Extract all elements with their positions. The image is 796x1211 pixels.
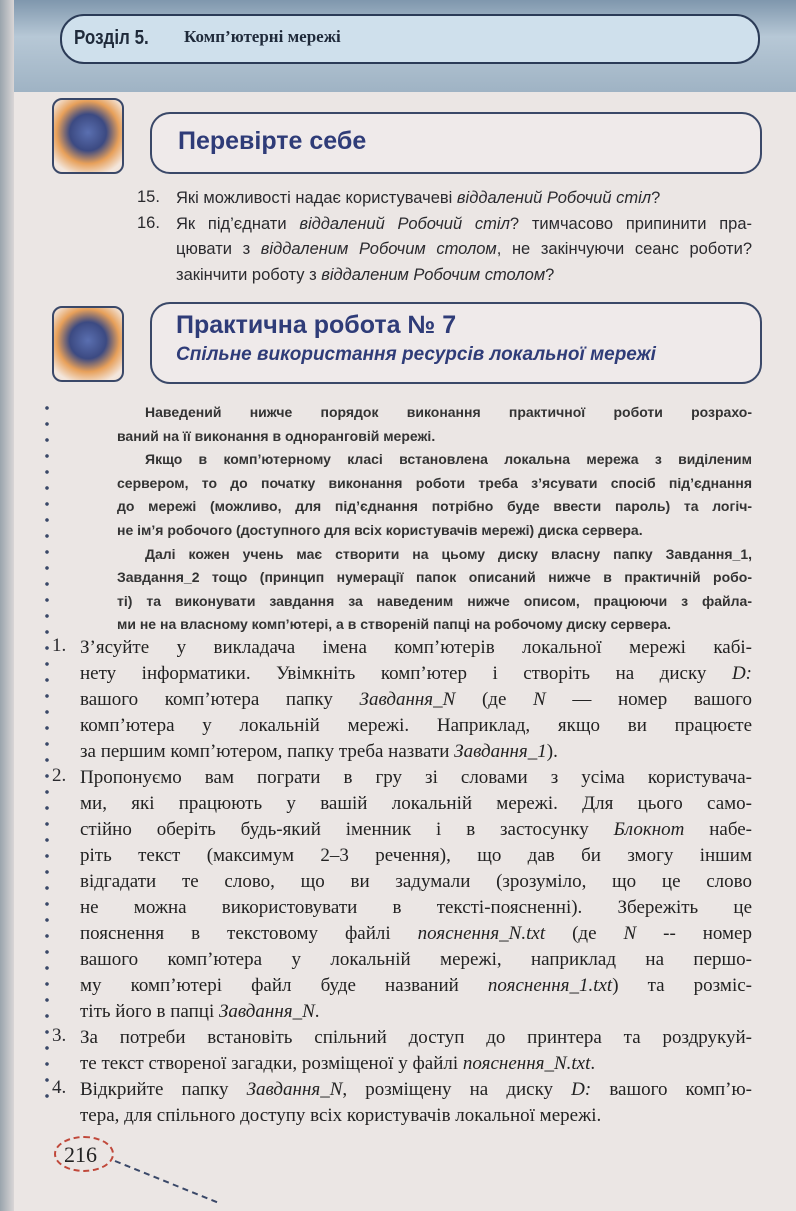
text-segment: (де	[545, 923, 624, 944]
text-segment: вашого комп’ютера папку	[80, 689, 360, 710]
text-segment: .	[590, 1053, 596, 1074]
text-line	[80, 765, 752, 791]
text-line	[117, 494, 752, 518]
text-segment: набе-	[684, 819, 752, 840]
text-segment: Які можливості надає користувачеві	[176, 189, 457, 207]
text-segment: .	[314, 1001, 320, 1022]
text-line	[117, 612, 752, 636]
italic-term: N	[623, 923, 637, 944]
item-number: 4.	[52, 1077, 67, 1098]
chapter-header	[60, 14, 760, 64]
text-segment: не ім’я робочого (доступного для всіх користувачів мережі) диска сервера.	[117, 522, 643, 538]
italic-term: Завдання_1	[454, 741, 547, 762]
text-segment: ?	[545, 265, 555, 284]
text-line	[80, 791, 752, 817]
text-segment: за першим комп’ютером, папку треба назвати	[80, 741, 455, 762]
text-segment: му комп’ютері файл буде названий	[80, 975, 488, 996]
italic-term: пояснення_N.txt	[462, 1053, 591, 1074]
text-line	[145, 400, 752, 424]
text-line	[80, 1103, 752, 1129]
text-segment: ми не на власному комп’ютері, а в створеній папці на робочому диску сервера.	[117, 616, 672, 633]
check-section-title: Перевірте себе	[178, 127, 367, 155]
italic-term: пояснення_1.txt	[487, 975, 613, 996]
practical-subtitle: Спільне використання ресурсів локальної мережі	[176, 344, 656, 365]
text-segment: вашого комп’ютера у локальній мережі, наприклад на першо-	[80, 949, 752, 970]
text-segment: ) та розміс-	[612, 975, 752, 996]
text-segment: комп’ютера у локальній мережі. Наприклад, якщо ви працюєте	[80, 715, 752, 736]
text-segment: нету інформатики. Увімкніть комп’ютер і створіть на диску	[80, 663, 732, 684]
item-number: 15.	[137, 188, 160, 206]
page-edge	[0, 0, 14, 1211]
text-segment: до мережі (можливо, для під’єднання потрібно буде ввести пароль) та логіч-	[117, 498, 752, 515]
text-segment: Відкрийте папку	[80, 1079, 247, 1100]
text-segment: пояснення в текстовому файлі	[80, 923, 418, 944]
text-line	[80, 973, 752, 999]
italic-term: віддаленим Робочим столом	[321, 265, 546, 284]
italic-term: N	[533, 689, 546, 710]
text-segment: , не закінчуючи сеанс роботи?	[496, 240, 753, 258]
text-line	[80, 739, 752, 765]
text-segment: ваний на її виконання в одноранговій мережі.	[117, 427, 436, 444]
text-line	[176, 263, 752, 288]
mouse-reading-illustration	[52, 98, 124, 174]
text-line	[80, 947, 752, 973]
italic-term: Блокнот	[613, 819, 685, 840]
text-segment: ?	[651, 189, 661, 207]
text-segment: (де	[455, 689, 534, 710]
text-segment: тіть його в папці	[80, 1001, 219, 1022]
italic-term: віддалений Робочий стіл	[456, 189, 652, 207]
text-segment: З’ясуйте у викладача імена комп’ютерів локальної мережі кабі-	[80, 637, 752, 658]
text-line	[117, 518, 752, 542]
text-segment: Далі кожен учень має створити на цьому диску власну папку Завдання_1,	[145, 545, 752, 562]
text-line	[80, 1051, 752, 1077]
italic-term: віддаленим Робочим столом	[260, 240, 497, 258]
italic-term: Завдання_N	[359, 689, 456, 710]
text-line	[145, 542, 752, 566]
item-number: 2.	[52, 765, 67, 786]
text-segment: тера, для спільного доступу всіх користувачів локальної мережі.	[80, 1105, 602, 1126]
text-line	[117, 471, 752, 495]
text-line	[80, 661, 752, 687]
dotted-margin-line	[44, 400, 50, 1100]
text-segment: — номер вашого	[545, 689, 753, 710]
text-segment: ).	[546, 741, 558, 762]
chapter-label: Розділ 5.	[74, 27, 149, 49]
text-line	[80, 687, 752, 713]
text-segment: відгадати те слово, що ви задумали (зрозуміло, що це слово	[80, 871, 752, 892]
item-number: 1.	[52, 635, 67, 656]
text-line	[80, 869, 752, 895]
practical-title: Практична робота № 7	[176, 311, 457, 339]
text-line	[80, 895, 752, 921]
text-line	[80, 713, 752, 739]
text-segment: те текст створеної загадки, розміщеної у файлі	[80, 1053, 463, 1074]
text-line	[176, 237, 752, 262]
text-line	[176, 212, 752, 237]
italic-term: пояснення_N.txt	[417, 923, 546, 944]
page-number-badge	[54, 1136, 114, 1172]
text-segment: Як під’єднати	[176, 214, 300, 233]
text-segment: ті) та виконувати завдання за наведеним нижче описом, працюючи з файла-	[117, 592, 752, 609]
decorative-dashes	[115, 1160, 218, 1203]
text-segment: вашого комп’ю-	[591, 1079, 752, 1100]
text-line	[80, 1077, 752, 1103]
text-segment: За потреби встановіть спільний доступ до принтера та роздрукуй-	[80, 1027, 752, 1048]
text-segment: Пропонуємо вам пограти в гру зі словами з усіма користувача-	[80, 767, 752, 788]
text-line	[80, 1025, 752, 1051]
page-number: 216	[64, 1142, 97, 1167]
text-line	[176, 186, 752, 211]
text-segment: ? тимчасово припинити пра-	[509, 214, 752, 233]
text-segment: Якщо в комп’ютерному класі встановлена локальна мережа з виділеним	[145, 451, 752, 468]
text-segment: не можна використовувати в тексті-поясненні). Збережіть це	[80, 897, 752, 918]
text-segment: Завдання_2 тощо (принцип нумерації папок описаний нижче в практичній робо-	[117, 569, 752, 586]
text-segment: сервером, то до початку виконання роботи треба з’ясувати спосіб під’єднання	[117, 474, 752, 491]
text-segment: цювати з	[176, 240, 261, 258]
text-segment: закінчити роботу з	[176, 265, 322, 284]
text-segment: , розміщену на диску	[342, 1079, 572, 1100]
italic-term: Завдання_N	[246, 1079, 343, 1100]
text-segment: стійно оберіть будь-який іменник і в застосунку	[80, 819, 614, 840]
italic-term: D:	[571, 1079, 592, 1100]
text-line	[80, 635, 752, 661]
item-number: 3.	[52, 1025, 67, 1046]
text-segment: ми, які працюють у вашій локальній мережі. Для цього само-	[80, 793, 752, 814]
chapter-title: Комп’ютерні мережі	[184, 27, 341, 46]
item-number: 16.	[137, 213, 160, 232]
text-line	[117, 424, 752, 448]
italic-term: Завдання_N	[218, 1001, 315, 1022]
text-segment: -- номер	[636, 923, 752, 944]
text-line	[80, 999, 752, 1025]
text-segment: Наведений нижче порядок виконання практичної роботи розрахо-	[145, 404, 752, 420]
text-segment: ріть текст (максимум 2–3 речення), що дав би змогу іншим	[80, 845, 752, 866]
text-line	[145, 447, 752, 471]
text-line	[80, 817, 752, 843]
italic-term: віддалений Робочий стіл	[299, 214, 510, 233]
text-line	[80, 921, 752, 947]
mouse-computer-illustration	[52, 306, 124, 382]
text-line	[117, 589, 752, 613]
text-line	[117, 565, 752, 589]
text-line	[80, 843, 752, 869]
italic-term: D:	[731, 663, 752, 684]
